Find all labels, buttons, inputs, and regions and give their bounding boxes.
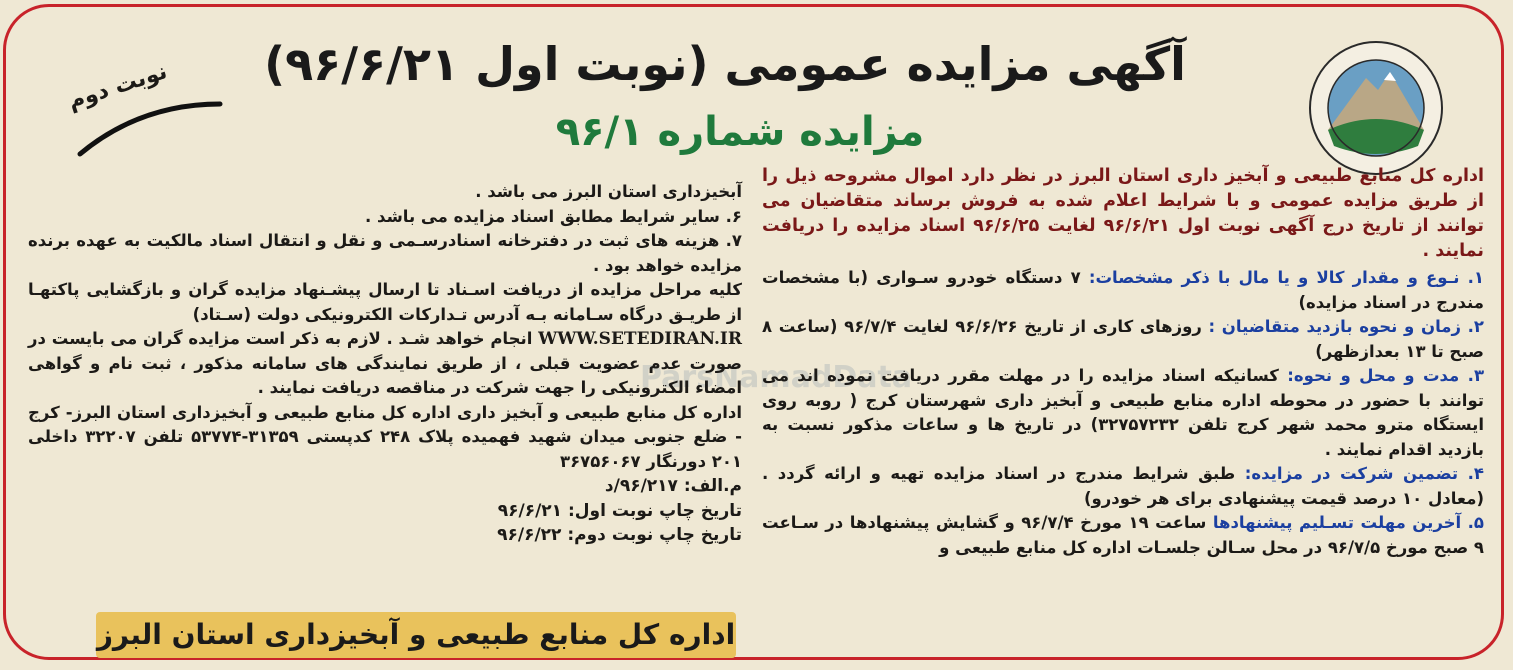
condition-item [762,462,1484,511]
condition-item [762,266,1484,315]
condition-title: ۲. زمان و نحوه بازدید متقاضیان : [1208,317,1484,336]
procedure-paragraph [28,278,742,401]
notice-body-left [28,180,742,548]
mountain-emblem-icon [1306,38,1446,178]
round-arc-decoration [70,84,230,164]
condition-item-6: ۶. سایر شرایط مطابق اسناد مزایده می باشد . [365,206,742,226]
intro-paragraph: اداره کل منابع طبیعی و آبخیز داری استان البرز در نظر دارد اموال مشروحه ذیل را از طریق مزایده عمومی و با شرایط اعلام شده به فروش برساند متقاضیان می توانند از تاریخ درج آگهی نوبت اول ۹۶/۶/۲۱ لغایت ۹۶/۶/۲۵ اسناد مزایده را دریافت نمایند . [762,166,1484,261]
condition-title: ۴. تضمین شرکت در مزایده: [1244,464,1484,483]
procedure-text-continued: انجام خواهد شـد . لازم به ذکر است مزایده گران می بایست در صورت عدم عضویت قبلی ، از طریق نمایندگی های سامانه مذکور ، ثبت نام و گواهی امضاء الکترونیکی را جهت شرکت در مناقصه دریافت نمایند . [28,329,742,397]
issuer-footer: اداره کل منابع طبیعی و آبخیزداری استان البرز [96,612,736,658]
condition-title: ۵. آخرین مهلت تسـلیم پیشنهادها [1212,513,1484,532]
condition-title: ۳. مدت و محل و نحوه: [1287,366,1485,385]
auction-number: مزایده شماره ۹۶/۱ [555,109,925,155]
address-paragraph: اداره کل منابع طبیعی و آبخیز داری اداره کل منابع طبیعی و آبخیزداری استان البرز- کرج - ضلع جنوبی میدان شهید فهمیده پلاک ۲۴۸ کدپستی ۳۱۳۵۹-۵۳۷۷۴ تلفن ۳۲۲۰۷ داخلی ۲۰۱ دورنگار ۳۶۷۵۶۰۶۷ [28,402,742,471]
notice-title: آگهی مزایده عمومی (نوبت اول ۹۶/۶/۲۱) [264,37,1186,91]
notice-body-right [762,164,1484,560]
organization-logo [1306,38,1446,178]
website-link[interactable]: WWW.SETEDIRAN.IR [538,329,742,349]
round-label: نوبت دوم [65,59,171,115]
watermark: ParsNamadData [640,360,913,395]
reference-number: م.الف: ۹۶/۲۱۷/د [604,476,742,496]
condition-title: ۱. نـوع و مقدار کالا و یا مال با ذکر مشخصات: [1088,268,1484,287]
condition-item [762,364,1484,462]
condition-text: کسانیکه اسناد مزایده را در مهلت مقرر دریافت نموده اند می توانند با حضور در محوطه اداره منابع طبیعی و آبخیز داری شهرستان کرج ( روبه روی ایستگاه مترو محمد شهر کرج تلفن ۳۲۷۵۷۲۳۲) در تاریخ ها و ساعات مذکور نسبت به بازدید اقدام نمایند . [762,366,1484,459]
print-dates [28,474,742,548]
continued-text: آبخیزداری استان البرز می باشد . [475,182,742,201]
condition-text: ۷ دستگاه خودرو سـواری (با مشخصات مندرج در اسناد مزایده) [762,268,1484,312]
condition-text: طبق شرایط مندرج در اسناد مزایده تهیه و ارائه گردد . (معادل ۱۰ درصد قیمت پیشنهادی برای هر خودرو) [762,464,1484,508]
condition-item-7: ۷. هزینه های ثبت در دفترخانه اسنادرسـمی و نقل و انتقال اسناد مالکیت به عهده برنده مزایده خواهد بود . [28,231,742,275]
condition-text: ساعت ۱۹ مورخ ۹۶/۷/۴ و گشایش پیشنهادها در سـاعت ۹ صبح مورخ ۹۶/۷/۵ در محل سـالن جلسـات اداره کل منابع طبیعی و [762,513,1484,557]
procedure-text: کلیه مراحل مزایده از دریافت اسـناد تا ارسال پیشـنهاد مزایده گران و بازگشایی پاکتهـا از طریـق درگاه سـامانه بـه آدرس تـدارکات الکترونیکی دولت (سـتاد) [28,280,742,324]
condition-item [762,511,1484,560]
condition-text: روزهای کاری از تاریخ ۹۶/۶/۲۶ لغایت ۹۶/۷/۴ (ساعت ۸ صبح تا ۱۳ بعدازظهر) [762,317,1484,361]
second-print-date: تاریخ چاپ نوبت دوم: ۹۶/۶/۲۲ [497,525,742,545]
first-print-date: تاریخ چاپ نوبت اول: ۹۶/۶/۲۱ [497,500,742,521]
condition-item [762,315,1484,364]
